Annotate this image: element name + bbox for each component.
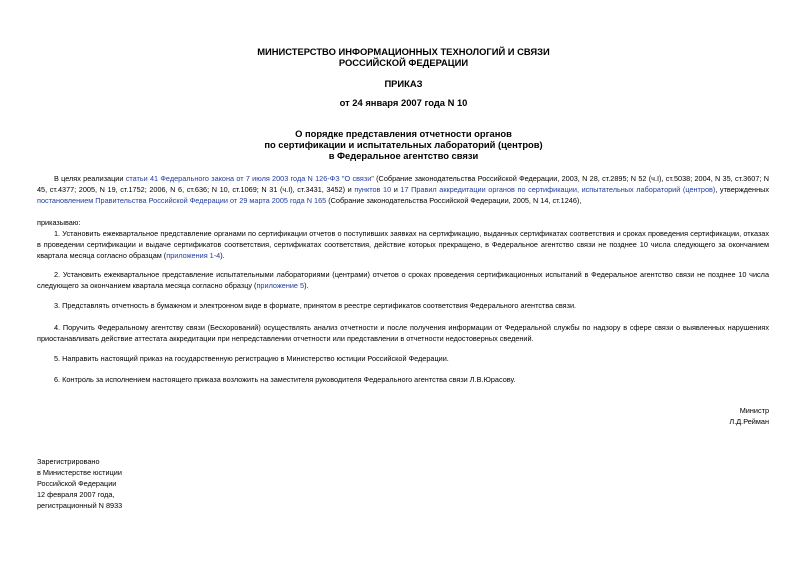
item-1-end: ). xyxy=(220,251,225,260)
item-3-text: 3. Представлять отчетность в бумажном и электронном виде в формате, принятом в реестре сертификатов соответствия Федерального агентства связи. xyxy=(54,301,577,310)
preamble-text: В целях реализации xyxy=(54,174,126,183)
signature-name: Л.Д.Рейман xyxy=(729,417,769,426)
title-line3: в Федеральное агентство связи xyxy=(328,150,479,161)
title-line1: О порядке представления отчетности органов xyxy=(295,128,512,139)
registration-line1: Зарегистрировано xyxy=(37,457,100,466)
preamble-paragraph xyxy=(37,173,769,206)
item-1-text: 1. Установить ежеквартальное представление органами по сертификации отчетов о поступивших заявках на сертификацию, выданных сертификатах соответствия и сроках проведения сертификации, отказах в проведении сертификации и выдаче сертификатов соответствия, сертификатах соответствия, действие которых прекращено, в Федеральное агентство связи не позднее 10 числа следующего за окончанием квартала месяца согласно образцам ( xyxy=(37,229,769,260)
item-4-paragraph xyxy=(37,322,769,344)
signature-position: Министр xyxy=(739,406,769,415)
document-type: ПРИКАЗ xyxy=(384,78,423,89)
ministry-name-line2: РОССИЙСКОЙ ФЕДЕРАЦИИ xyxy=(338,57,469,68)
item-2-paragraph xyxy=(37,269,769,291)
preamble-text: и xyxy=(391,185,401,194)
item-3-paragraph xyxy=(37,300,769,311)
item-4-text: 4. Поручить Федеральному агентству связи (Бесхорований) осуществлять анализ отчетности и после получения информации от Федеральной службы по надзору в сфере связи о выявленных нарушениях приостанавливать действие аттестата аккредитации при непредставлении отчетности или представлении в отчетности недостоверных сведений. xyxy=(37,323,769,343)
preamble-text: , утвержденных xyxy=(715,185,769,194)
link-government-resolution-165[interactable]: постановлением Правительства Российской Федерации от 29 марта 2005 года N 165 xyxy=(37,196,327,205)
item-5-paragraph xyxy=(37,353,769,364)
link-item-17-accreditation-rules[interactable]: 17 Правил аккредитации органов по сертификации, испытательных лабораторий (центров) xyxy=(400,185,716,194)
preamble-text: (Собрание законодательства Российской Федерации, 2005, N 14, ст.1246), xyxy=(326,196,582,205)
title-line2: по сертификации и испытательных лабораторий (центров) xyxy=(264,139,543,150)
document-date-number: от 24 января 2007 года N 10 xyxy=(339,97,468,108)
registration-line3: Российской Федерации xyxy=(37,479,117,488)
item-5-text: 5. Направить настоящий приказ на государственную регистрацию в Министерство юстиции Российской Федерации. xyxy=(54,354,449,363)
link-appendix-5[interactable]: приложение 5 xyxy=(256,281,305,290)
item-6-paragraph xyxy=(37,374,769,385)
preamble-text: (Собрание законодательства Российской Федерации, 2003, N 28, ст.2895; N 52 (ч.I), ст.5038; 2004, N 35, ст.3607; N 45, ст.4377; 2005, N 19, ст.1752; 2006, N 6, ст.636; N 10, ст.1069; N 31 (ч.I), ст.3431, 3452) и xyxy=(37,174,769,194)
link-item-10[interactable]: пунктов 10 xyxy=(354,185,392,194)
registration-line2: в Министерстве юстиции xyxy=(37,468,122,477)
item-1-paragraph xyxy=(37,228,769,261)
registration-line5: регистрационный N 8933 xyxy=(37,501,123,510)
registration-line4: 12 февраля 2007 года, xyxy=(37,490,115,499)
ministry-name-line1: МИНИСТЕРСТВО ИНФОРМАЦИОННЫХ ТЕХНОЛОГИЙ И СВЯЗИ xyxy=(257,46,550,57)
link-article-41-communications-law[interactable]: статьи 41 Федерального закона от 7 июля 2003 года N 126-ФЗ "О связи" xyxy=(125,174,374,183)
order-word: приказываю: xyxy=(37,218,81,227)
item-2-text: 2. Установить ежеквартальное представление испытательными лабораториями (центрами) отчетов о сроках проведения сертификационных испытаний в Федеральное агентство связи не позднее 10 числа следующего за окончанием квартала месяца согласно образцу ( xyxy=(37,270,769,290)
item-2-end: ). xyxy=(304,281,309,290)
link-appendices-1-4[interactable]: приложения 1-4 xyxy=(166,251,221,260)
item-6-text: 6. Контроль за исполнением настоящего приказа возложить на заместителя руководителя Федерального агентства связи Л.В.Юрасову. xyxy=(54,375,516,384)
